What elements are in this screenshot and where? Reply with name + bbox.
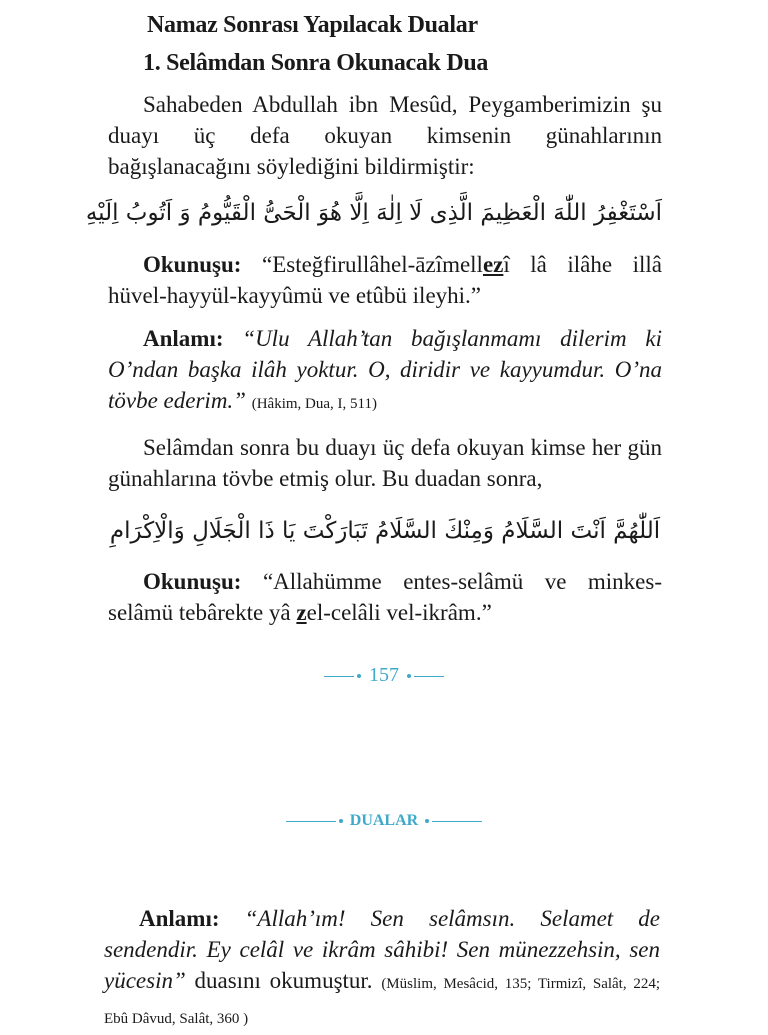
header-line-right [432, 821, 482, 823]
ornament-line-left [324, 676, 354, 678]
body-text-2: Selâmdan sonra bu duayı üç defa okuyan kimse her gün günahlarına tövbe etmiş olur. Bu duadan sonra, [108, 435, 662, 491]
meaning-source: (Hâkim, Dua, I, 511) [251, 396, 377, 412]
reading-label-2: Okunuşu: [143, 569, 242, 594]
page-number-text: 157 [369, 664, 399, 686]
section-title: 1. Selâmdan Sonra Okunacak Dua [143, 50, 489, 76]
reading-text-end: î lâ ilâhe illâ hüvel-hayyül-kayyûmü ve etûbü ileyhi.” [108, 252, 662, 308]
meaning-label: Anlamı: [143, 326, 224, 351]
header-dot-left [339, 819, 343, 823]
arabic-prayer-1: اَسْتَغْفِرُ اللّٰهَ الْعَظِيمَ الَّذِى لَا اِلٰهَ اِلَّا هُوَ الْحَىُّ الْقَيُّومُ وَ اَتُوبُ اِلَيْهِ [85, 200, 662, 226]
ornament-line-right [414, 676, 444, 678]
running-header [0, 812, 768, 830]
page-number [0, 664, 768, 687]
body-paragraph-2 [108, 432, 662, 494]
arabic-prayer-2: اَللّٰهُمَّ اَنْتَ السَّلَامُ وَمِنْكَ السَّلَامُ تَبَارَكْتَ يَا ذَا الْجَلَالِ وَالْاِكْرَامِ [109, 518, 661, 544]
reading-text-end-2: el-celâli vel-ikrâm.” [306, 600, 492, 625]
meaning-quote-2: “Allah’ım! Sen selâmsın. Selamet de sendendir. Ey celâl ve ikrâm sâhibi! Sen münezzehsin, sen yücesin” [104, 906, 661, 993]
meaning-label-2: Anlamı: [139, 906, 220, 931]
reading-underlined-2: z [296, 600, 307, 625]
ornament-dot-left [357, 674, 361, 678]
header-dot-right [425, 819, 429, 823]
header-line-left [286, 821, 336, 823]
reading-label: Okunuşu: [143, 252, 242, 277]
meaning-paragraph-2 [104, 903, 660, 1035]
reading-paragraph-1 [108, 249, 662, 311]
running-header-text: DUALAR [349, 812, 419, 829]
reading-text-start: “Esteğfirullâhel-āzîmell [262, 252, 483, 277]
reading-text-start-2: “Allahümme entes-selâmü ve minkes-selâmü tebârekte yâ [108, 569, 662, 625]
meaning-text: “Ulu Allah’tan bağışlanmamı dilerim ki O’ndan başka ilâh yoktur. O, diridir ve kayyumdur. O’na tövbe ederim.” [108, 326, 662, 413]
meaning-after-2: duasını okumuştur. [185, 968, 373, 993]
reading-underlined: ez [482, 252, 504, 277]
ornament-dot-right [407, 674, 411, 678]
intro-text: Sahabeden Abdullah ibn Mesûd, Peygamberimizin şu duayı üç defa okuyan kimsenin günahlarının bağışlanacağını söylediğini bildirmiştir: [108, 92, 662, 179]
intro-paragraph [108, 89, 662, 182]
meaning-paragraph-1 [108, 323, 662, 420]
page-title: Namaz Sonrası Yapılacak Dualar [147, 12, 478, 38]
meaning-source-2: (Müslim, Mesâcid, 135; Tirmizî, Salât, 224; Ebû Dâvud, Salât, 360 ) [104, 976, 661, 1027]
reading-paragraph-2 [108, 566, 662, 628]
